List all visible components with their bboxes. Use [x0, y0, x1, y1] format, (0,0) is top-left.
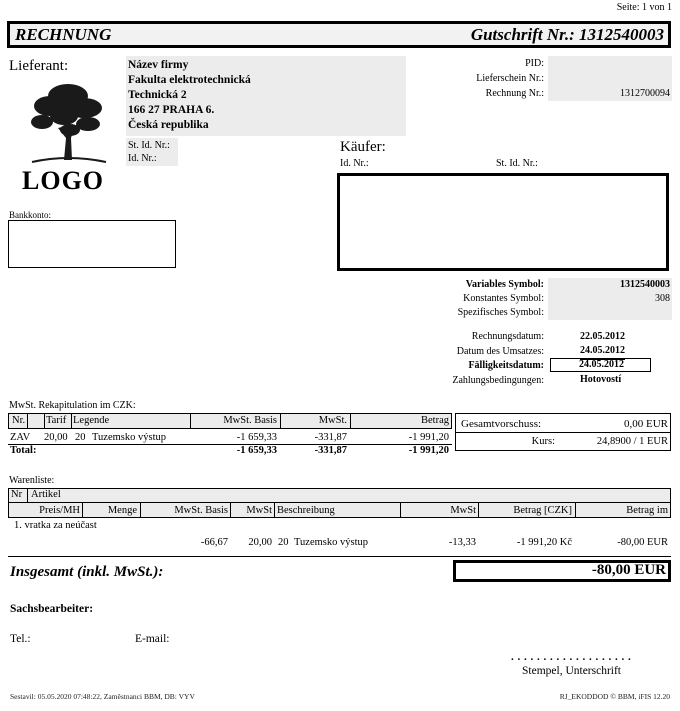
items-col-mwst2: MwSt [450, 505, 476, 516]
items-col-preis: Preis/MH [39, 505, 80, 516]
grand-total-value: -80,00 EUR [453, 560, 671, 582]
reference-labels: PID: Lieferschein Nr.: Rechnung Nr.: [476, 58, 544, 99]
buyer-address-box [337, 173, 669, 271]
tree-logo-icon [28, 80, 108, 164]
vat-col-mwst: MwSt. [318, 415, 347, 426]
logo-text: LOGO [22, 166, 105, 195]
item-betrag-eur: -80,00 EUR [617, 537, 668, 548]
supplier-ids: St. Id. Nr.: Id. Nr.: [126, 138, 178, 166]
symbol-values: 1312540003 308 [548, 278, 672, 320]
items-col-mwst: MwSt [246, 505, 272, 516]
item-code: 20 [278, 537, 289, 548]
due-date: 24.05.2012 [550, 358, 651, 372]
buyer-label: Käufer: [340, 139, 386, 155]
vat-total-betrag: -1 991,20 [408, 445, 449, 456]
document-number: Gutschrift Nr.: 1312540003 [470, 25, 664, 44]
item-mwst-rate: 20,00 [248, 537, 272, 548]
invoice-header [7, 21, 671, 48]
item-description: Tuzemsko výstup [294, 537, 368, 548]
vat-recap-title: MwSt. Rekapitulation im CZK: [9, 400, 136, 411]
vat-row-basis: -1 659,33 [236, 432, 277, 443]
buyer-id-label: Id. Nr.: [340, 158, 369, 169]
vat-row-code: 20 [75, 432, 86, 443]
items-col-menge: Menge [107, 505, 137, 516]
symbol-labels: Variables Symbol: Konstantes Symbol: Spezifisches Symbol: [457, 279, 544, 318]
item-betrag-czk: -1 991,20 Kč [516, 537, 572, 548]
signature-line: . . . . . . . . . . . . . . . . . . . [511, 651, 632, 663]
items-col-artikel: Artikel [31, 489, 61, 500]
document-title: RECHNUNG [15, 25, 112, 44]
supplier-name-line: Fakulta elektrotechnická [128, 74, 251, 86]
footer-left: Sestavil: 05.05.2020 07:48:22, Zaměstnanci BBM, DB: VYV [10, 692, 195, 701]
supplier-name-line: Název firmy [128, 59, 189, 71]
vat-col-basis: MwSt. Basis [223, 415, 277, 426]
vat-row-tarif: 20,00 [44, 432, 68, 443]
items-col-beschreibung: Beschreibung [277, 505, 335, 516]
vat-row-betrag: -1 991,20 [408, 432, 449, 443]
vat-col-tarif: Tarif [46, 415, 67, 426]
date-labels: Rechnungsdatum: Datum des Umsatzes: Fälligkeitsdatum: Zahlungsbedingungen: [452, 331, 544, 386]
vat-total-label: Total: [10, 445, 37, 456]
item-basis: -66,67 [200, 537, 228, 548]
supplier-label: Lieferant: [9, 58, 69, 74]
items-title: Warenliste: [9, 475, 55, 486]
bank-label: Bankkonto: [9, 210, 51, 220]
supplier-address [126, 56, 406, 136]
buyer-st-id-label: St. Id. Nr.: [496, 158, 538, 169]
signature-label: Stempel, Unterschrift [522, 665, 622, 677]
items-col-betrag-czk: Betrag [CZK] [513, 505, 572, 516]
vat-col-legende: Legende [73, 415, 110, 426]
tel-label: Tel.: [10, 633, 31, 645]
clerk-label: Sachsbearbeiter: [10, 603, 94, 615]
page-number: Seite: 1 von 1 [616, 2, 672, 13]
items-header-row1 [8, 488, 671, 503]
tax-point-date: 24.05.2012 [580, 344, 625, 360]
reference-values: 1312700094 [548, 56, 672, 101]
item-name: 1. vratka za neúčast [14, 520, 97, 531]
items-col-basis: MwSt. Basis [174, 505, 228, 516]
footer-right: RJ_EKODDOD © BBM, iFIS 12.20 [559, 692, 670, 701]
vat-total-basis: -1 659,33 [236, 445, 277, 456]
vat-col-betrag: Betrag [421, 415, 449, 426]
vat-row-nr: ZAV [10, 432, 31, 443]
invoice-date: 22.05.2012 [580, 331, 625, 342]
email-label: E-mail: [135, 633, 170, 645]
supplier-name-line: Česká republika [128, 119, 209, 131]
vat-row-legende: Tuzemsko výstup [92, 432, 166, 443]
advance-value: 0,00 EUR [624, 418, 668, 430]
items-col-nr: Nr [11, 489, 23, 500]
supplier-name-line: 166 27 PRAHA 6. [128, 104, 215, 116]
rate-value: 24,8900 / 1 EUR [596, 436, 668, 447]
vat-total-mwst: -331,87 [314, 445, 347, 456]
grand-total-label: Insgesamt (inkl. MwSt.): [10, 564, 164, 580]
item-mwst: -13,33 [448, 537, 476, 548]
rate-label: Kurs: [531, 436, 555, 447]
items-col-betrag-im: Betrag im [626, 505, 668, 516]
supplier-name-line: Technická 2 [128, 89, 187, 101]
vat-col-nr: Nr. [12, 415, 26, 426]
bank-account-box [8, 220, 176, 268]
advance-label: Gesamtvorschuss: [461, 418, 542, 430]
vat-row-mwst: -331,87 [314, 432, 347, 443]
payment-terms: Hotovostí [580, 374, 622, 385]
